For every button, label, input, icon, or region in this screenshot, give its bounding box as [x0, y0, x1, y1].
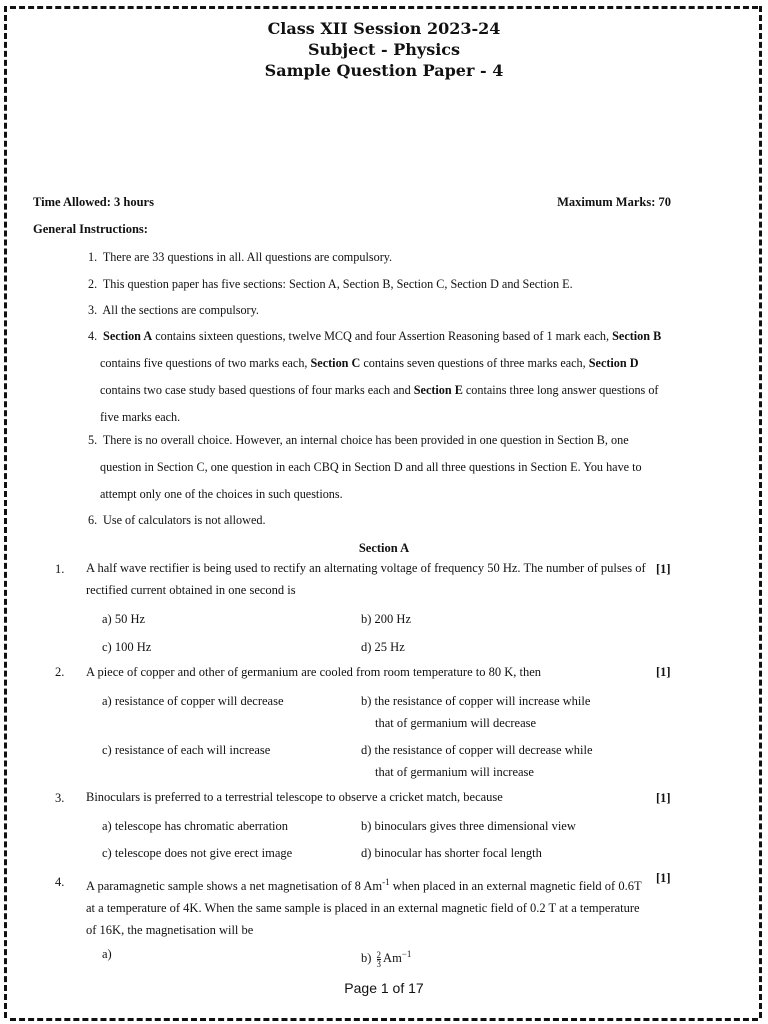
q1-text: A half wave rectifier is being used to rectify an alternating voltage of frequency 50 Hz. The number of pulses of rectified current obtained in one second is [86, 561, 646, 597]
page-border-bottom [10, 1018, 758, 1021]
header-subject: Subject - Physics [307, 40, 461, 59]
instruction-2: 2. This question paper has five sections: Section A, Section B, Section C, Section D and Section E. [88, 277, 573, 291]
q4-option-b: b) $\frac{2}{3}$ $Am^{-1}$ [361, 949, 412, 969]
q2-option-c: c) resistance of each will increase [102, 743, 271, 757]
q2-text: A piece of copper and other of germanium are cooled from room temperature to 80 K, then [86, 665, 542, 679]
page-border-top [10, 6, 758, 9]
q3-option-a: a) telescope has chromatic aberration [102, 819, 289, 833]
maximum-marks: Maximum Marks: 70 [557, 195, 671, 209]
paper-header [0, 18, 768, 81]
page-number-footer: Page 1 of 17 [344, 980, 424, 996]
q3-option-c: c) telescope does not give erect image [102, 846, 293, 860]
page-border-right [759, 6, 762, 1018]
q2-option-a: a) resistance of copper will decrease [102, 694, 284, 708]
q3-option-b: b) binoculars gives three dimensional view [361, 819, 576, 833]
instruction-4: 4. Section A contains sixteen questions, twelve MCQ and four Assertion Reasoning based of 1 mark each, Section B contains five questions of two marks each, Section C contains seven questions of three marks each, Section D contains two case study based questions of four marks each and Section E contains three long answer questions of five marks each. [88, 329, 662, 424]
q4-number: 4. [55, 875, 65, 889]
header-session: Class XII Session 2023-24 [267, 19, 501, 38]
q1-marks: [1] [656, 562, 671, 576]
q1-option-a: a) 50 Hz [102, 612, 146, 626]
q1-number: 1. [55, 562, 65, 576]
instruction-6: 6. Use of calculators is not allowed. [88, 513, 266, 527]
q1-option-b: b) 200 Hz [361, 612, 411, 626]
q2-option-b: b) the resistance of copper will increase while that of germanium will decrease [361, 694, 591, 730]
q3-text: Binoculars is preferred to a terrestrial telescope to observe a cricket match, because [86, 790, 503, 804]
q3-option-d: d) binocular has shorter focal length [361, 846, 542, 860]
q2-option-d: d) the resistance of copper will decrease while that of germanium will increase [361, 743, 593, 779]
q2-marks: [1] [656, 665, 671, 679]
q4-marks: [1] [656, 871, 671, 885]
q3-number: 3. [55, 791, 65, 805]
q1-option-d: d) 25 Hz [361, 640, 405, 654]
q4-option-a: a) [102, 947, 112, 961]
q4-text: A paramagnetic sample shows a net magnetisation of 8 $Am^{-1}$ when placed in an external magnetic field of 0.6T at a temperature of 4K. When the same sample is placed in an external magnetic field of 0.2 T at a temperature of 16K, the magnetisation will be [86, 877, 642, 938]
fraction: $\frac{2}{3}$ [376, 949, 382, 969]
general-instructions-heading: General Instructions: [33, 222, 148, 236]
time-allowed: Time Allowed: 3 hours [33, 195, 154, 209]
instruction-3: 3. All the sections are compulsory. [88, 303, 259, 317]
q2-number: 2. [55, 665, 65, 679]
page-border-left [4, 6, 7, 1018]
instruction-1: 1. There are 33 questions in all. All questions are compulsory. [88, 250, 393, 264]
q1-option-c: c) 100 Hz [102, 640, 152, 654]
instruction-5: 5. There is no overall choice. However, an internal choice has been provided in one question in Section B, one question in Section C, one question in each CBQ in Section D and all three questions in Section E. You have to attempt only one of the choices in such questions. [88, 433, 642, 501]
q3-marks: [1] [656, 791, 671, 805]
section-a-heading: Section A [358, 541, 410, 555]
header-paper: Sample Question Paper - 4 [264, 61, 504, 80]
